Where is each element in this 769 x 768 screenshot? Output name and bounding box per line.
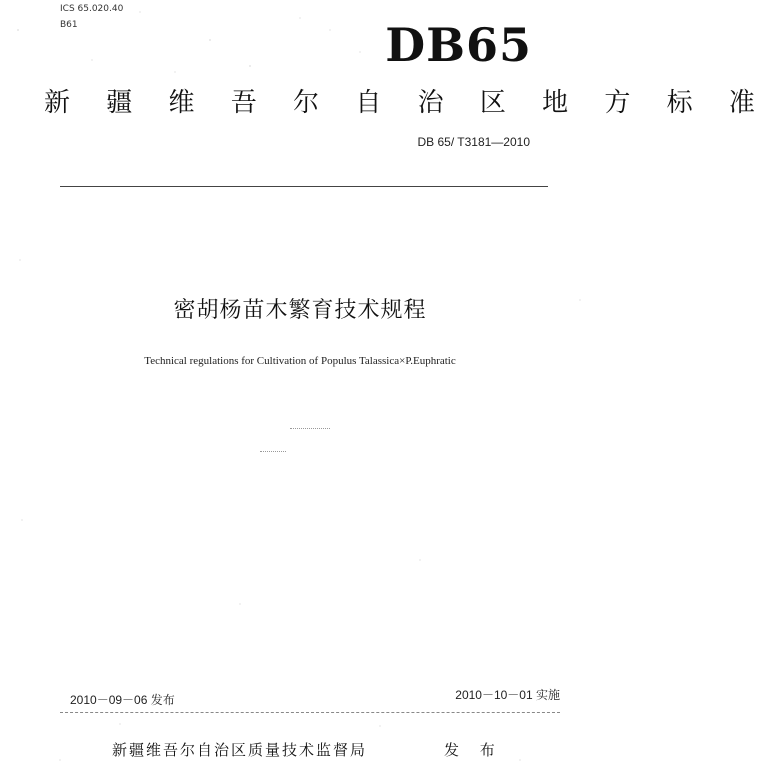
decorative-dash [260, 451, 286, 452]
header-divider [60, 186, 548, 187]
document-title-chinese: 密胡杨苗木繁育技术规程 [173, 298, 427, 323]
ics-code: ICS 65.020.40 [60, 4, 124, 14]
footer-divider [60, 712, 560, 713]
standard-type-title: 新 疆 维 吾 尔 自 治 区 地 方 标 准 [44, 88, 769, 118]
issuing-authority: 新疆维吾尔自治区质量技术监督局 [112, 741, 368, 759]
standard-code: DB 65/ T3181—2010 [417, 135, 530, 149]
document-title-english: Technical regulations for Cultivation of Populus Talassica×P.Euphratic [144, 355, 456, 367]
decorative-dash [290, 428, 330, 429]
standard-logo: DB65 [385, 18, 532, 72]
ccs-code: B61 [60, 20, 78, 30]
implementation-date: 2010－10－01 实施 [455, 688, 560, 702]
issue-date: 2010－09－06 发布 [70, 693, 175, 707]
issued-label: 发 布 [444, 741, 503, 759]
